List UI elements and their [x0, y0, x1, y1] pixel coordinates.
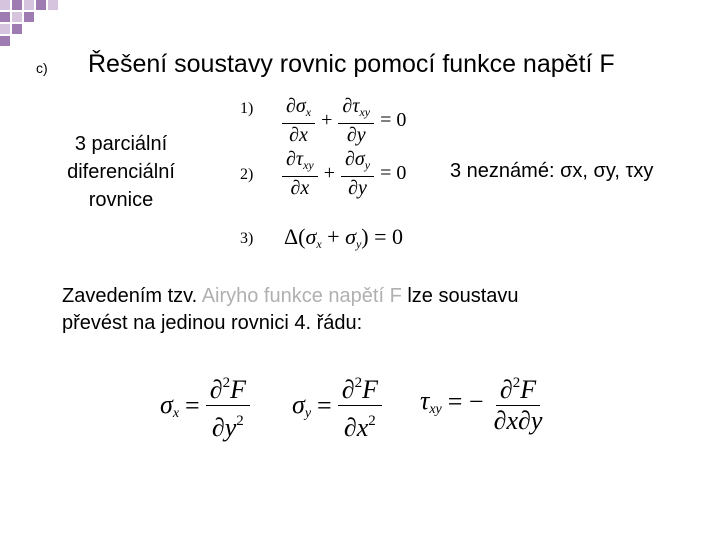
tau-xy-relation: $\tau_{xy}$ = − $\frac{\partial^2F}{\partial x\partial y}$ [420, 368, 546, 436]
equilibrium-equation-2: $\frac{\partial\tau_{xy}}{\partial x}$ + $\frac{\partial\sigma_y}{\partial y}$ = 0 [282, 148, 406, 199]
equation-number-1: 1) [240, 100, 254, 117]
sigma-x-relation: $\sigma_x$ = $\frac{\partial^2F}{\partial y^2}$ [160, 368, 250, 443]
section-marker: c) [36, 60, 48, 76]
intro-line-2: převést na jedinou rovnici 4. řádu: [62, 312, 363, 334]
intro-part-2: lze soustavu [401, 285, 519, 307]
left-label-line-3: rovnice [88, 189, 154, 211]
airy-function-highlight: Airyho funkce napětí F [201, 285, 402, 307]
intro-text [62, 283, 519, 337]
corner-decoration [0, 0, 80, 48]
left-label-line-2: diferenciální [67, 161, 175, 183]
compatibility-equation: $\Delta(\sigma_x + \sigma_y) = 0$ [284, 224, 404, 251]
equation-number-2: 2) [240, 166, 254, 183]
left-label-line-1: 3 parciální [74, 133, 168, 155]
intro-line-1 [62, 283, 519, 310]
sigma-y-relation: $\sigma_y$ = $\frac{\partial^2F}{\partial x^2}$ [292, 368, 382, 443]
intro-part-1: Zavedením tzv. [62, 285, 202, 307]
equation-number-3: 3) [240, 230, 254, 247]
slide-title: Řešení soustavy rovnic pomocí funkce napětí F [88, 50, 615, 78]
equilibrium-equation-1: $\frac{\partial\sigma_x}{\partial x}$ + $\frac{\partial\tau_{xy}}{\partial y}$ = 0 [282, 95, 406, 146]
left-label [45, 130, 197, 214]
unknowns-label: 3 neznámé: σx, σy, τxy [450, 160, 654, 182]
